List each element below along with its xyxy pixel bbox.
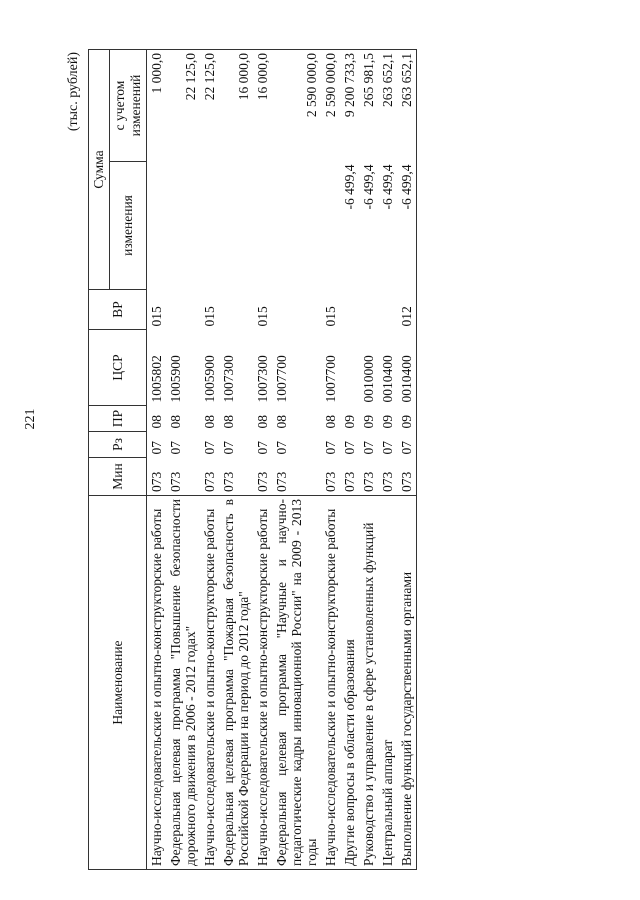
- units-note: (тыс. рублей): [66, 52, 81, 132]
- cell-name: Федеральная целевая программа "Повышение безопасности дорожного движения в 2006 - 2012 годах": [166, 496, 200, 870]
- cell-min: 073: [323, 471, 338, 492]
- cell-csr: 1007700: [274, 355, 289, 403]
- cell-min: 073: [202, 471, 217, 492]
- cell-csr: 0010400: [380, 355, 395, 403]
- cell-name: Руководство и управление в сфере установленных функций: [359, 496, 378, 870]
- table-row: [200, 49, 219, 869]
- cell-changes: [166, 162, 200, 290]
- cell-vr: [219, 290, 253, 330]
- cell-name: Федеральная целевая программа "Научные и научно-педагогические кадры инновационной России" на 2009 - 2013 годы: [272, 496, 321, 870]
- table-row: [378, 49, 397, 869]
- cell-csr: 1005900: [202, 355, 217, 403]
- cell-rz: 07: [221, 441, 236, 455]
- table-row: [340, 49, 359, 869]
- cell-rz: 07: [274, 441, 289, 455]
- table-row: [359, 49, 378, 869]
- rotated-page-content: [58, 50, 578, 870]
- cell-csr: 0010400: [397, 330, 417, 406]
- cell-pr: 08: [323, 415, 338, 429]
- cell-pr: 08: [221, 415, 236, 429]
- cell-vr: [166, 290, 200, 330]
- cell-rz: 07: [361, 441, 376, 455]
- cell-with-changes: 16 000,0: [219, 49, 253, 161]
- cell-pr: 08: [255, 415, 270, 429]
- cell-changes: [272, 162, 321, 290]
- header-with-changes: с учетом изменений: [110, 49, 147, 161]
- cell-rz: 07: [168, 441, 183, 455]
- cell-min: 073: [149, 471, 164, 492]
- cell-min: 073: [397, 458, 417, 496]
- cell-with-changes: 2 590 000,0: [272, 49, 321, 161]
- header-rz: Рз: [89, 432, 147, 458]
- cell-csr: 1005900: [168, 355, 183, 403]
- cell-changes: -6 499,4: [342, 164, 357, 210]
- cell-rz: 07: [342, 441, 357, 455]
- cell-changes: [200, 162, 219, 290]
- cell-rz: 07: [397, 432, 417, 458]
- cell-pr: 08: [168, 415, 183, 429]
- cell-with-changes: 16 000,0: [253, 49, 272, 161]
- header-csr: ЦСР: [89, 330, 147, 406]
- cell-csr: 0010000: [361, 355, 376, 403]
- cell-with-changes: 263 652,1: [378, 49, 397, 161]
- header-sum: Сумма: [89, 49, 110, 289]
- cell-changes: [253, 162, 272, 290]
- cell-min: 073: [361, 471, 376, 492]
- cell-min: 073: [342, 471, 357, 492]
- cell-rz: 07: [323, 441, 338, 455]
- table-row: [321, 49, 340, 869]
- header-row-1: [89, 49, 110, 869]
- cell-name: Научно-исследовательские и опытно-конструкторские работы: [321, 496, 340, 870]
- cell-csr: 1007700: [323, 355, 338, 403]
- cell-csr: [340, 330, 359, 406]
- header-changes: изменения: [110, 162, 147, 290]
- cell-vr: 015: [202, 306, 217, 327]
- cell-changes: -6 499,4: [397, 162, 417, 290]
- cell-pr: 09: [380, 415, 395, 429]
- table-row: [219, 49, 253, 869]
- page-number: 221: [23, 408, 38, 430]
- cell-rz: 07: [202, 441, 217, 455]
- table-body: [147, 49, 417, 869]
- cell-name: Научно-исследовательские и опытно-конструкторские работы: [200, 496, 219, 870]
- cell-min: 073: [380, 471, 395, 492]
- cell-with-changes: 1 000,0: [147, 49, 167, 161]
- cell-rz: 07: [149, 441, 164, 455]
- header-name: Наименование: [89, 496, 147, 870]
- table-row: [272, 49, 321, 869]
- cell-changes: -6 499,4: [361, 164, 376, 210]
- cell-changes: [321, 162, 340, 290]
- cell-vr: 012: [397, 290, 417, 330]
- cell-pr: 08: [149, 415, 164, 429]
- table-row: [253, 49, 272, 869]
- cell-vr: [340, 290, 359, 330]
- cell-vr: 015: [323, 306, 338, 327]
- cell-changes: [219, 162, 253, 290]
- header-pr: ПР: [89, 406, 147, 432]
- cell-csr: 1007300: [221, 355, 236, 403]
- header-vr: ВР: [89, 290, 147, 330]
- cell-min: 073: [255, 471, 270, 492]
- cell-min: 073: [221, 471, 236, 492]
- cell-min: 073: [168, 471, 183, 492]
- cell-name: Федеральная целевая программа "Пожарная безопасность в Российской Федерации на период до 2012 года": [219, 496, 253, 870]
- cell-with-changes: 265 981,5: [359, 49, 378, 161]
- header-min: Мин: [89, 458, 147, 496]
- cell-pr: 08: [274, 415, 289, 429]
- table-row: [147, 49, 167, 869]
- cell-vr: 015: [255, 306, 270, 327]
- cell-pr: 08: [202, 415, 217, 429]
- cell-name: Центральный аппарат: [378, 496, 397, 870]
- cell-name: Выполнение функций государственными органами: [397, 496, 417, 870]
- cell-rz: 07: [380, 441, 395, 455]
- cell-with-changes: 22 125,0: [200, 49, 219, 161]
- cell-with-changes: 263 652,1: [397, 49, 417, 161]
- cell-min: 073: [274, 471, 289, 492]
- cell-with-changes: 22 125,0: [166, 49, 200, 161]
- cell-changes: -6 499,4: [380, 164, 395, 210]
- cell-pr: 09: [361, 415, 376, 429]
- cell-vr: [272, 290, 321, 330]
- table-row: [397, 49, 417, 869]
- cell-vr: [378, 290, 397, 330]
- cell-pr: 09: [342, 415, 357, 429]
- cell-rz: 07: [255, 441, 270, 455]
- cell-name: Научно-исследовательские и опытно-конструкторские работы: [253, 496, 272, 870]
- cell-name: Другие вопросы в области образования: [340, 496, 359, 870]
- cell-pr: 09: [397, 406, 417, 432]
- cell-with-changes: 2 590 000,0: [321, 49, 340, 161]
- budget-table: [88, 49, 417, 870]
- cell-changes: [147, 162, 167, 290]
- cell-vr: [359, 290, 378, 330]
- cell-csr: 1007300: [255, 355, 270, 403]
- cell-csr: 1005802: [149, 355, 164, 403]
- cell-with-changes: 9 200 733,3: [340, 49, 359, 161]
- cell-vr: 015: [149, 306, 164, 327]
- table-row: [166, 49, 200, 869]
- cell-name: Научно-исследовательские и опытно-конструкторские работы: [147, 496, 167, 870]
